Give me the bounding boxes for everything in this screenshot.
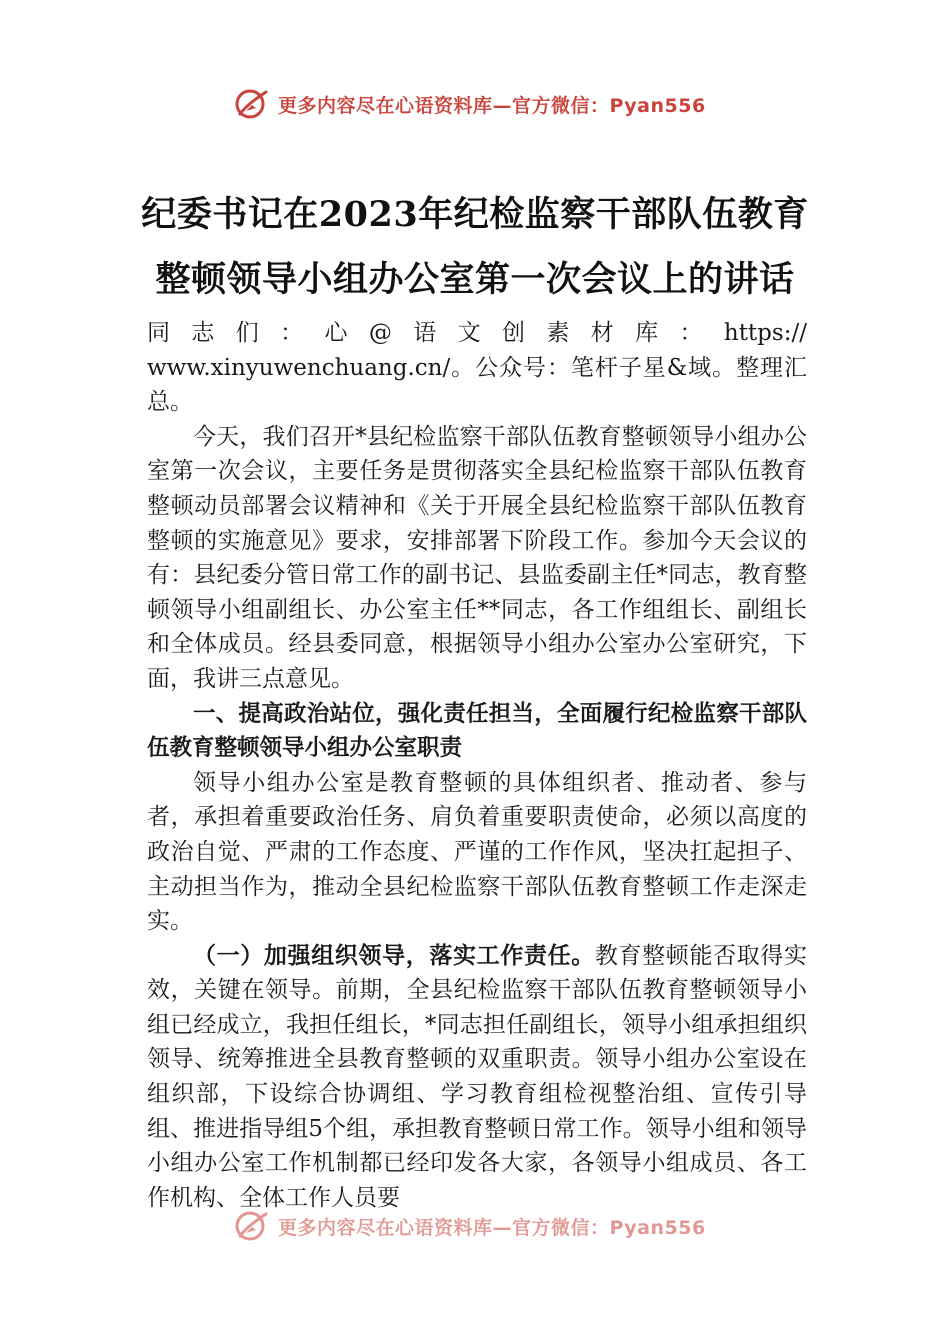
watermark-text: 更多内容尽在心语资料库—官方微信：Pyan556 [278, 94, 706, 117]
watermark-banner-bottom [232, 1206, 706, 1246]
document-title-line-2: 整顿领导小组办公室第一次会议上的讲话 [155, 259, 795, 300]
greeting-first-line [147, 316, 807, 351]
paragraph-intro: 今天，我们召开*县纪检监察干部队伍教育整顿领导小组办公室第一次会议，主要任务是贯彻落实全县纪检监察干部队伍教育整顿动员部署会议精神和《关于开展全县纪检监察干部队伍教育整顿的实施意见》要求，安排部署下阶段工作。参加今天会议的有：县纪委分管日常工作的副书记、县监委副主任*同志，教育整顿领导小组副组长、办公室主任**同志，各工作组组长、副组长和全体成员。经县委同意，根据领导小组办公室办公室研究，下面，我讲三点意见。 [147, 423, 807, 692]
greeting-char: 们 [235, 320, 259, 346]
document-title-line-1: 纪委书记在2023年纪检监察干部队伍教育 [141, 194, 809, 235]
watermark-text: 更多内容尽在心语资料库—官方微信：Pyan556 [278, 1216, 706, 1239]
pen-logo-icon [232, 1206, 272, 1246]
paragraph-organization-text: 教育整顿能否取得实效，关键在领导。前期，全县纪检监察干部队伍教育整顿领导小组已经成立，我担任组长，*同志担任副组长，领导小组承担组织领导、统筹推进全县教育整顿的双重职责。领导小组办公室设在组织部，下设综合协调组、学习教育组检视整治组、宣传引导组、推进指导组5个组，承担教育整顿日常工作。领导小组和领导小组办公室工作机制都已经印发各大家，各领导小组成员、各工作机构、全体工作人员要 [147, 942, 808, 1211]
watermark-banner-top [232, 84, 706, 124]
document-body [147, 316, 807, 1215]
greeting-char: 材 [590, 320, 614, 346]
paragraph-organization [147, 939, 807, 1216]
greeting-char: ： [679, 320, 703, 346]
greeting-url-start: https:// [723, 320, 807, 346]
subsection-lead: （一）加强组织领导，落实工作责任。 [193, 941, 595, 969]
greeting-char: 心 [324, 320, 348, 346]
greeting-char: 创 [502, 320, 525, 346]
greeting-char: 志 [191, 320, 215, 346]
greeting-char: 文 [457, 320, 481, 346]
greeting-char: 同 [147, 320, 170, 346]
greeting-char: 素 [546, 320, 570, 346]
greeting-char: @ [368, 320, 392, 346]
greeting-char: 语 [413, 320, 437, 346]
greeting-paragraph: www.xinyuwenchuang.cn/。公众号：笔杆子星&域。整理汇总。 [147, 354, 807, 416]
paragraph-office-role: 领导小组办公室是教育整顿的具体组织者、推动者、参与者，承担着重要政治任务、肩负着重要职责使命，必须以高度的政治自觉、严肃的工作态度、严谨的工作作风，坚决扛起担子、主动担当作为，推动全县纪检监察干部队伍教育整顿工作走深走实。 [147, 769, 807, 935]
section-heading-1: 一、提高政治站位，强化责任担当，全面履行纪检监察干部队伍教育整顿领导小组办公室职责 [147, 700, 807, 762]
greeting-char: 库 [635, 320, 659, 346]
pen-logo-icon [232, 84, 272, 124]
greeting-char: ： [280, 320, 304, 346]
